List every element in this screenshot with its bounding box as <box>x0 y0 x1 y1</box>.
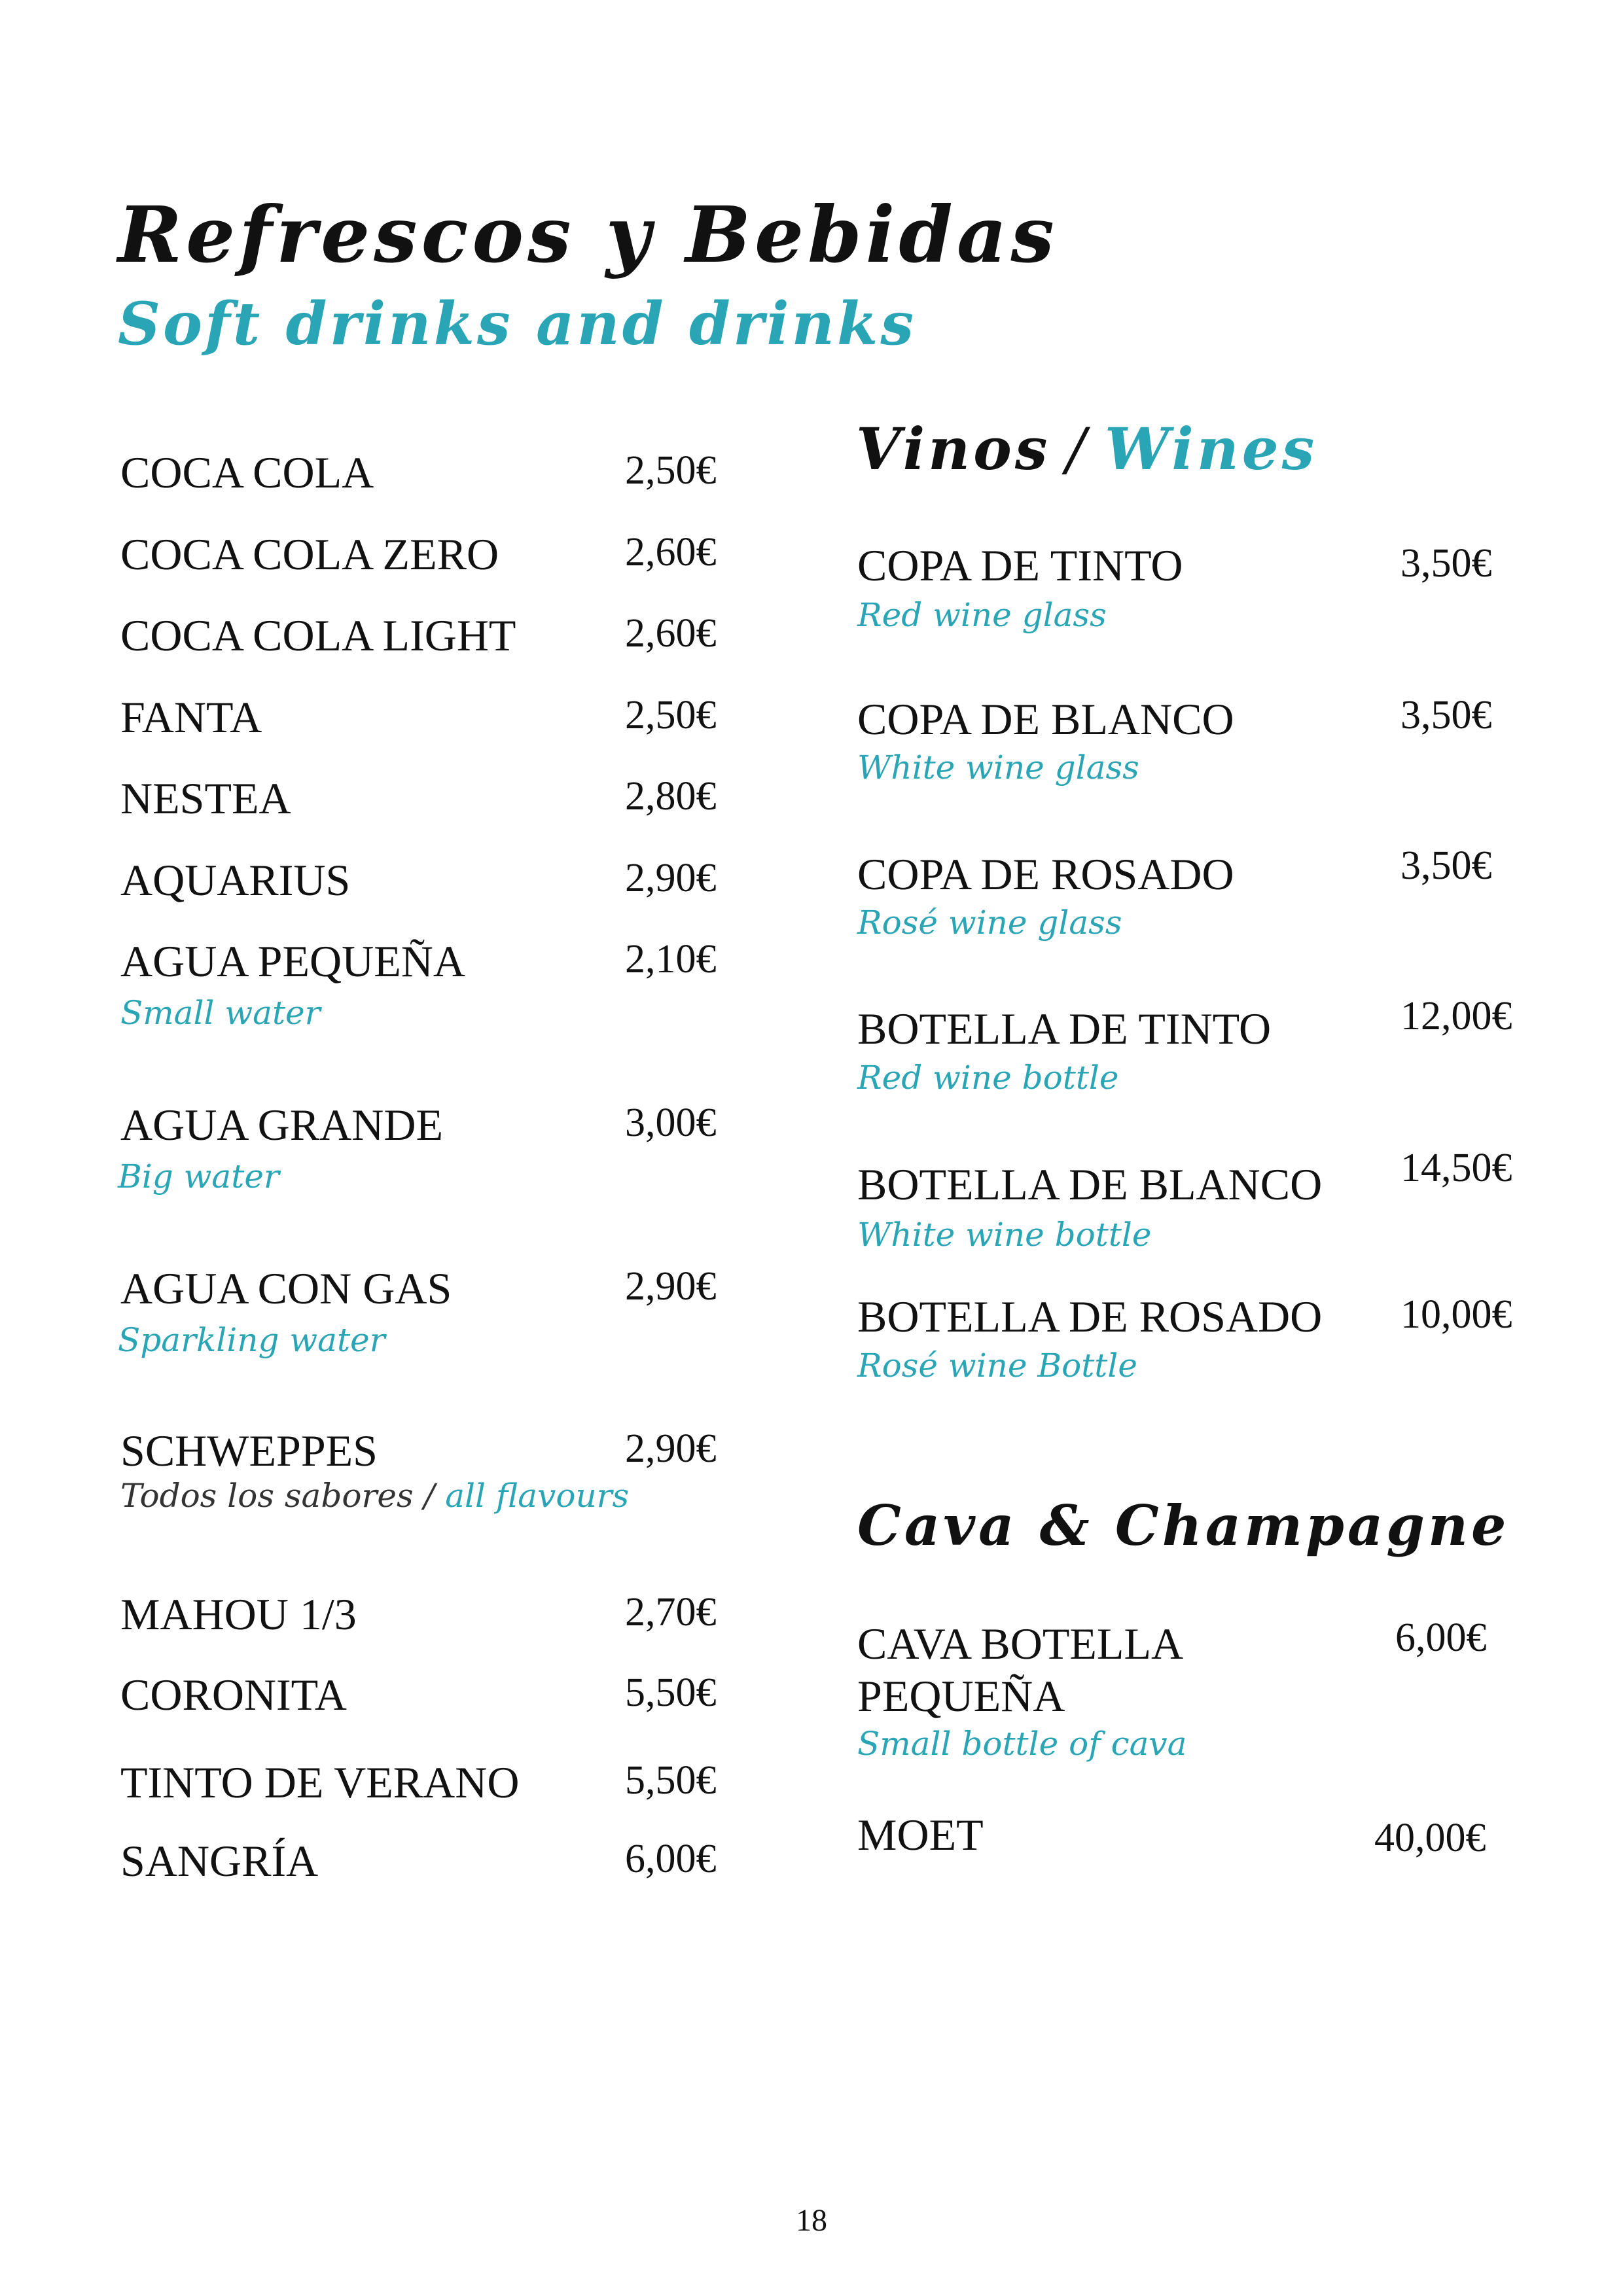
menu-item-translation: Rosé wine glass <box>857 904 1122 942</box>
menu-item-price: 3,00€ <box>625 1101 717 1145</box>
menu-item-translation: White wine bottle <box>857 1216 1152 1254</box>
menu-item-name: BOTELLA DE BLANCO <box>857 1159 1323 1209</box>
menu-item-name: NESTEA <box>120 773 291 823</box>
menu-item-name: BOTELLA DE ROSADO <box>857 1292 1323 1341</box>
menu-item-price: 2,10€ <box>625 937 717 981</box>
menu-item-name: COCA COLA ZERO <box>120 529 499 579</box>
menu-item-name: MOET <box>857 1810 984 1860</box>
menu-item-price: 2,50€ <box>625 693 717 737</box>
menu-item-price: 12,00€ <box>1400 994 1512 1038</box>
menu-item-price: 2,90€ <box>625 1426 717 1471</box>
menu-item-name: SANGRÍA <box>120 1836 319 1886</box>
menu-item-translation: Big water <box>118 1157 279 1195</box>
translation-en: all flavours <box>445 1477 630 1515</box>
translation-es: Todos los sabores <box>120 1477 414 1515</box>
menu-item-name: AGUA CON GAS <box>120 1263 452 1313</box>
page-number: 18 <box>796 2203 827 2238</box>
menu-item-price: 2,90€ <box>625 1264 717 1309</box>
menu-item-price: 2,90€ <box>625 856 717 900</box>
menu-item-name: COPA DE TINTO <box>857 540 1183 590</box>
menu-item-translation: Red wine bottle <box>857 1059 1119 1097</box>
menu-item-name: PEQUEÑA <box>857 1671 1065 1721</box>
menu-item-translation: Rosé wine Bottle <box>857 1347 1137 1385</box>
menu-item-name: FANTA <box>120 692 262 742</box>
cava-heading: Cava & Champagne <box>857 1493 1510 1558</box>
page-title: Refrescos y Bebidas <box>118 189 1058 280</box>
menu-item-name: AGUA GRANDE <box>120 1100 443 1150</box>
menu-item-price: 2,60€ <box>625 530 717 574</box>
menu-item-price: 5,50€ <box>625 1758 717 1803</box>
menu-item-name: CAVA BOTELLA <box>857 1619 1184 1669</box>
wines-heading-es: Vinos <box>856 415 1051 483</box>
menu-item-price: 40,00€ <box>1374 1816 1486 1860</box>
menu-item-price: 6,00€ <box>625 1837 717 1881</box>
menu-item-name: COPA DE ROSADO <box>857 849 1234 899</box>
menu-item-name: COPA DE BLANCO <box>857 694 1234 744</box>
menu-item-translation: Sparkling water <box>118 1321 385 1359</box>
page-subtitle: Soft drinks and drinks <box>118 289 916 359</box>
menu-item-name: MAHOU 1/3 <box>120 1589 357 1639</box>
menu-item-name: TINTO DE VERANO <box>120 1757 520 1807</box>
menu-item-translation: Small bottle of cava <box>857 1725 1187 1763</box>
menu-item-name: AGUA PEQUEÑA <box>120 936 465 986</box>
menu-item-price: 2,70€ <box>625 1590 717 1634</box>
menu-item-translation: White wine glass <box>857 749 1139 786</box>
menu-item-price: 6,00€ <box>1395 1616 1487 1660</box>
menu-item-price: 2,80€ <box>625 774 717 819</box>
menu-item-name: AQUARIUS <box>120 855 351 905</box>
translation-separator: / <box>413 1477 446 1515</box>
menu-item-price: 3,50€ <box>1400 693 1492 737</box>
menu-item-translation <box>120 1477 630 1515</box>
menu-item-translation: Red wine glass <box>857 596 1107 634</box>
menu-item-name: COCA COLA <box>120 448 374 497</box>
menu-item-name: SCHWEPPES <box>120 1426 378 1475</box>
wines-heading <box>856 415 1318 483</box>
menu-item-price: 3,50€ <box>1400 843 1492 888</box>
menu-item-translation: Small water <box>120 994 321 1032</box>
wines-heading-separator: / <box>1066 415 1090 483</box>
menu-item-price: 14,50€ <box>1400 1146 1512 1190</box>
menu-item-name: COCA COLA LIGHT <box>120 610 516 660</box>
menu-item-price: 2,60€ <box>625 611 717 656</box>
menu-item-name: BOTELLA DE TINTO <box>857 1004 1272 1053</box>
menu-item-price: 10,00€ <box>1400 1292 1512 1337</box>
menu-item-price: 2,50€ <box>625 448 717 493</box>
menu-item-price: 5,50€ <box>625 1670 717 1715</box>
menu-item-price: 3,50€ <box>1400 541 1492 586</box>
menu-item-name: CORONITA <box>120 1670 347 1720</box>
wines-heading-en: Wines <box>1105 415 1318 483</box>
